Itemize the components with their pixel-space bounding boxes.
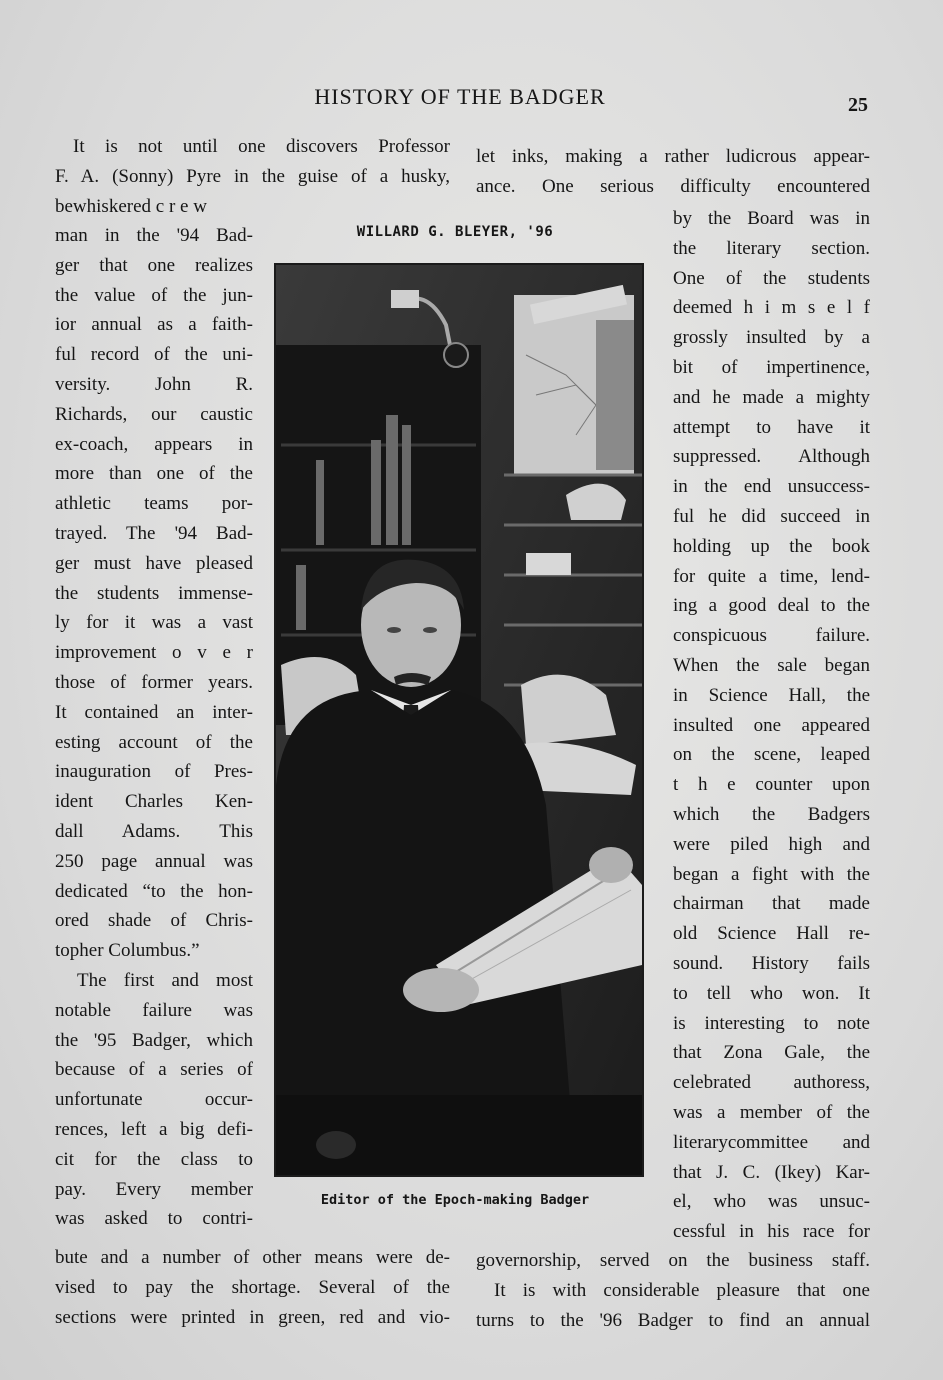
text-line: unfortunate occur-	[55, 1089, 253, 1111]
text-line: for quite a time, lend-	[673, 565, 870, 587]
portrait-photo	[274, 263, 644, 1177]
text-line: F. A. (Sonny) Pyre in the guise of a husky,	[55, 165, 450, 187]
text-line: It contained an inter-	[55, 701, 253, 723]
text-line: man in the '94 Bad-	[55, 225, 253, 246]
right-narrow-text	[673, 204, 870, 1247]
text-line: ger must have pleased	[55, 552, 253, 574]
text-line: ored shade of Chris-	[55, 910, 253, 932]
right-top-text	[476, 142, 870, 202]
text-line: were piled high and	[673, 833, 870, 855]
left-bottom-text	[55, 1243, 450, 1332]
text-line: bute and a number of other means were de-	[55, 1247, 450, 1268]
text-line: conspicuous failure.	[673, 625, 870, 647]
text-line: to tell who won. It	[673, 982, 870, 1004]
text-line: began a fight with the	[673, 863, 870, 885]
text-line: holding up the book	[673, 535, 870, 557]
left-top-text	[55, 132, 450, 221]
text-line: ful he did succeed in	[673, 505, 870, 527]
text-line: insulted one appeared	[673, 714, 870, 736]
text-line: chairman that made	[673, 893, 870, 915]
text-line: sound. History fails	[673, 952, 870, 974]
text-line: the value of the jun-	[55, 284, 253, 306]
text-line: t h e counter upon	[673, 774, 870, 796]
text-line: turns to the '96 Badger to find an annual	[476, 1309, 870, 1331]
text-line: was asked to contri-	[55, 1208, 253, 1230]
text-line: bit of impertinence,	[673, 356, 870, 378]
text-line: in the end unsuccess-	[673, 476, 870, 498]
text-line: el, who was unsuc-	[673, 1191, 870, 1213]
text-line: cit for the class to	[55, 1148, 253, 1170]
text-line: dall Adams. This	[55, 820, 253, 842]
text-line: by the Board was in	[673, 208, 870, 229]
right-bottom-text	[476, 1246, 870, 1335]
text-line: attempt to have it	[673, 416, 870, 438]
text-line: the students immense-	[55, 582, 253, 604]
text-line: It is not until one discovers Professor	[73, 136, 450, 157]
text-line: ing a good deal to the	[673, 595, 870, 617]
text-line: esting account of the	[55, 731, 253, 753]
text-line: cessful in his race for	[673, 1221, 870, 1243]
figure-caption: Editor of the Epoch-making Badger	[320, 1192, 590, 1208]
text-line: that Zona Gale, the	[673, 1042, 870, 1064]
text-line: It is with considerable pleasure that one	[494, 1279, 870, 1301]
text-line: old Science Hall re-	[673, 923, 870, 945]
text-line: let inks, making a rather ludicrous appear-	[476, 146, 870, 167]
text-line: suppressed. Although	[673, 446, 870, 468]
text-line: which the Badgers	[673, 803, 870, 825]
text-line: Richards, our caustic	[55, 403, 253, 425]
text-line: ior annual as a faith-	[55, 314, 253, 336]
text-line: more than one of the	[55, 463, 253, 485]
text-line: in Science Hall, the	[673, 684, 870, 706]
text-line: ident Charles Ken-	[55, 791, 253, 813]
text-line: pay. Every member	[55, 1178, 253, 1200]
text-line: vised to pay the shortage. Several of the	[55, 1276, 450, 1298]
text-line: ful record of the uni-	[55, 344, 253, 366]
text-line: deemed h i m s e l f	[673, 297, 870, 319]
text-line: is interesting to note	[673, 1012, 870, 1034]
page-number: 25	[848, 94, 868, 116]
running-head: HISTORY OF THE BADGER	[314, 84, 606, 109]
portrait-illustration	[276, 265, 642, 1175]
text-line: literarycommittee and	[673, 1131, 870, 1153]
text-line: bewhiskered c r e w	[55, 195, 207, 217]
text-line: improvement o v e r	[55, 642, 253, 664]
text-line: ance. One serious difficulty encountered	[476, 175, 870, 197]
text-line: 250 page annual was	[55, 850, 253, 872]
text-line: celebrated authoress,	[673, 1072, 870, 1094]
text-line: inauguration of Pres-	[55, 761, 253, 783]
text-line: because of a series of	[55, 1059, 253, 1081]
text-line: governorship, served on the business staff.	[476, 1250, 870, 1271]
text-line: rences, left a big defi-	[55, 1118, 253, 1140]
figure-caption-name: WILLARD G. BLEYER, '96	[356, 224, 554, 240]
text-line: grossly insulted by a	[673, 327, 870, 349]
text-line: the '95 Badger, which	[55, 1029, 253, 1051]
text-line: ly for it was a vast	[55, 612, 253, 634]
text-line: ger that one realizes	[55, 254, 253, 276]
text-line: notable failure was	[55, 999, 253, 1021]
text-line: ex-coach, appears in	[55, 433, 253, 455]
text-line: One of the students	[673, 267, 870, 289]
text-line: that J. C. (Ikey) Kar-	[673, 1161, 870, 1183]
text-line: athletic teams por-	[55, 493, 253, 515]
text-line: on the scene, leaped	[673, 744, 870, 766]
text-line: The first and most	[77, 969, 253, 991]
text-line: the literary section.	[673, 237, 870, 259]
text-line: sections were printed in green, red and vio-	[55, 1306, 450, 1328]
text-line: topher Columbus.”	[55, 940, 200, 962]
text-line: those of former years.	[55, 671, 253, 693]
text-line: dedicated “to the hon-	[55, 880, 253, 902]
text-line: and he made a mighty	[673, 386, 870, 408]
left-narrow-text	[55, 221, 253, 1234]
text-line: was a member of the	[673, 1101, 870, 1123]
text-line: When the sale began	[673, 654, 870, 676]
text-line: versity. John R.	[55, 373, 253, 395]
text-line: trayed. The '94 Bad-	[55, 522, 253, 544]
